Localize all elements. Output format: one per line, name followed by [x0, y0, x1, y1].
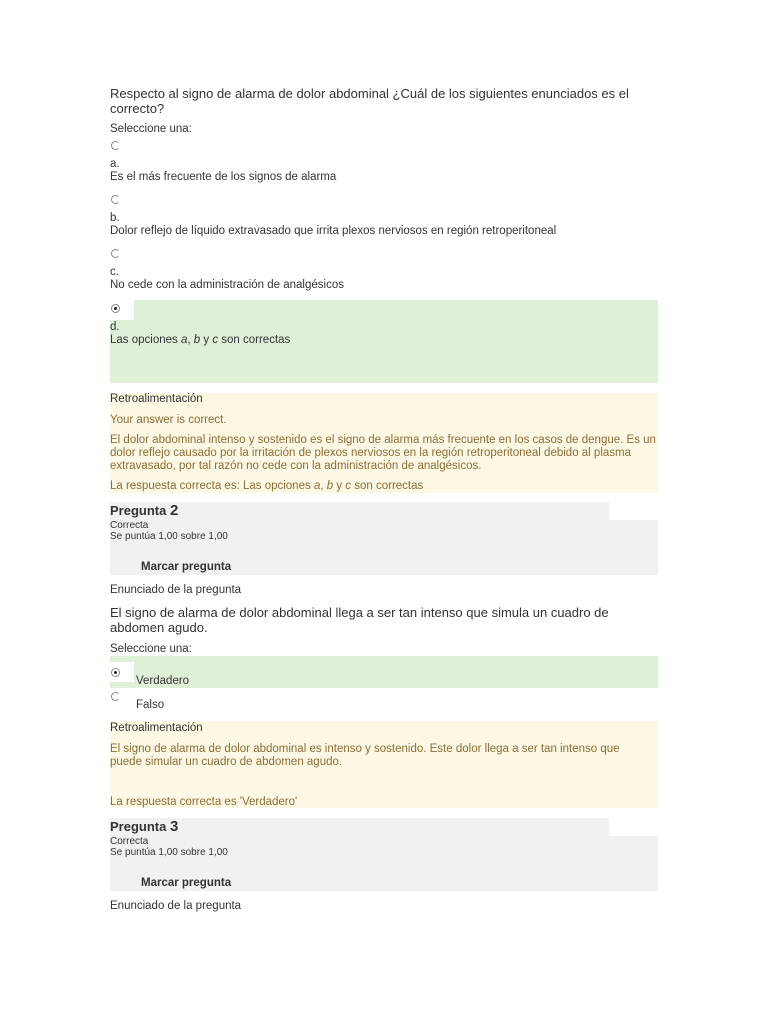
question-3-score: Se puntúa 1,00 sobre 1,00: [110, 847, 228, 858]
radio-option-b[interactable]: [111, 195, 120, 204]
flag-question-2-button[interactable]: Marcar pregunta: [141, 561, 232, 573]
option-verdadero-container[interactable]: [110, 656, 658, 688]
option-falso-text: Falso: [136, 699, 165, 711]
option-a-text: Es el más frecuente de los signos de alarma: [110, 171, 337, 183]
question-3-heading: Pregunta 3: [110, 818, 179, 835]
radio-option-c[interactable]: [111, 249, 120, 258]
question-3-stem-label: Enunciado de la pregunta: [110, 900, 242, 912]
question-3-status: Correcta: [110, 836, 149, 847]
option-b-text: Dolor reflejo de líquido extravasado que irrita plexos nerviosos en región retroperitoneal: [110, 225, 557, 237]
option-d-letter: d.: [110, 321, 120, 333]
radio-option-d[interactable]: [111, 304, 120, 313]
question-2-header-bar: [110, 502, 609, 522]
radio-option-a[interactable]: [111, 141, 120, 150]
flag-question-3-button[interactable]: Marcar pregunta: [141, 877, 232, 889]
correct-answer-q1: La respuesta correcta es: Las opciones a, b y c son correctas: [110, 480, 424, 492]
question-2-status: Correcta: [110, 520, 149, 531]
question-2-score: Se puntúa 1,00 sobre 1,00: [110, 531, 228, 542]
question-3-header-bar: [110, 818, 609, 838]
question-2-text: El signo de alarma de dolor abdominal llega a ser tan intenso que simula un cuadro de abdomen agudo.: [110, 605, 609, 635]
option-c-letter: c.: [110, 266, 119, 278]
radio-verdadero[interactable]: [111, 668, 120, 677]
feedback-title-q2: Retroalimentación: [110, 722, 203, 734]
question-2-stem-label: Enunciado de la pregunta: [110, 584, 242, 596]
feedback-body-q2: El signo de alarma de dolor abdominal es intenso y sostenido. Este dolor llega a ser tan intenso que puede simular un cuadro de abdomen agudo.: [110, 743, 620, 768]
feedback-status-q1: Your answer is correct.: [110, 414, 227, 426]
feedback-body-q1: El dolor abdominal intenso y sostenido es el signo de alarma más frecuente en los casos de dengue. Es un dolor reflejo causado por la irritación de plexos nerviosos en la región retroperitoneal debido al plasma extravasado, por tal razón no cede con la administración de analgésicos.: [110, 434, 656, 472]
question-2-select-label: Seleccione una:: [110, 643, 192, 655]
option-c-text: No cede con la administración de analgésicos: [110, 279, 344, 291]
select-one-label: Seleccione una:: [110, 123, 192, 135]
question-1-text: Respecto al signo de alarma de dolor abdominal ¿Cuál de los siguientes enunciados es el correcto?: [110, 86, 629, 116]
option-verdadero-text: Verdadero: [136, 675, 190, 687]
option-d-text: Las opciones a, b y c son correctas: [110, 334, 291, 346]
option-a-letter: a.: [110, 158, 120, 170]
correct-answer-q2: La respuesta correcta es 'Verdadero': [110, 796, 298, 808]
option-b-letter: b.: [110, 212, 120, 224]
question-2-heading: Pregunta 2: [110, 502, 179, 519]
feedback-title-q1: Retroalimentación: [110, 393, 203, 405]
radio-falso[interactable]: [111, 692, 120, 701]
